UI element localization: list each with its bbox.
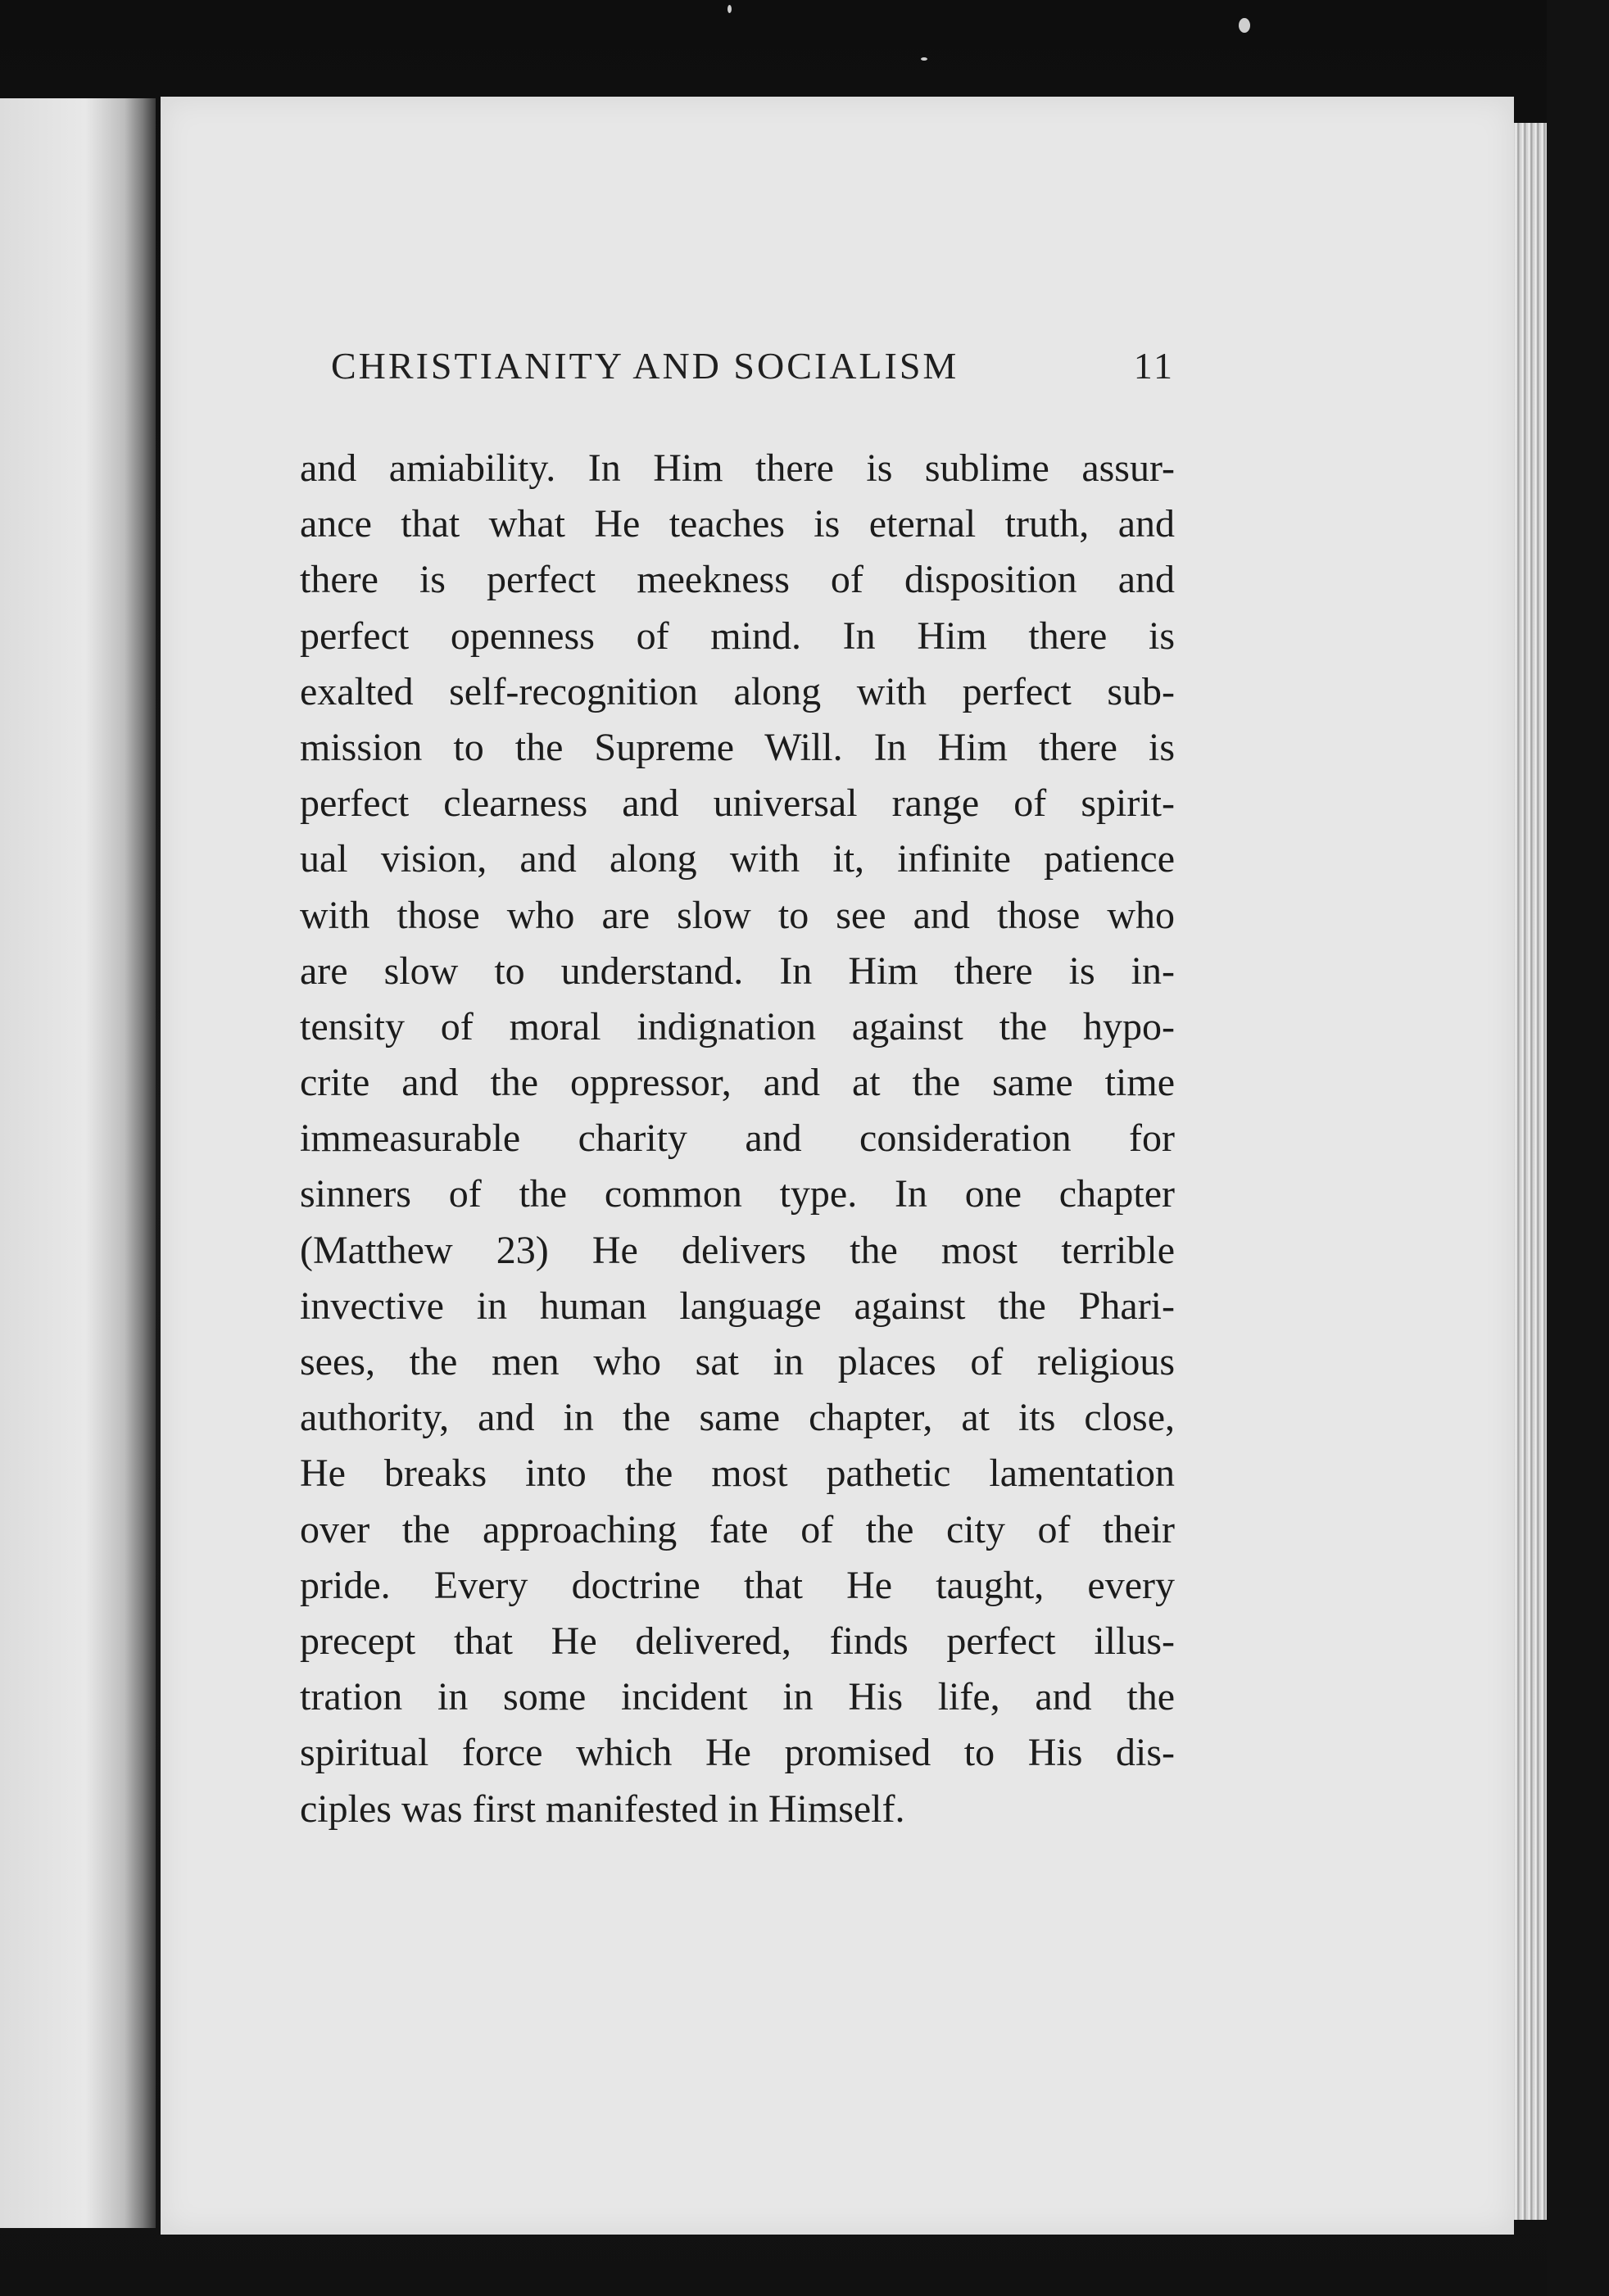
text-line: there is perfect meekness of disposition and <box>300 558 1175 602</box>
text-line: mission to the Supreme Will. In Him there is <box>300 725 1175 769</box>
scan-speck <box>1239 18 1250 33</box>
text-line: precept that He delivered, finds perfect illus- <box>300 1619 1175 1663</box>
text-line: over the approaching fate of the city of their <box>300 1507 1175 1551</box>
scan-border-right <box>1547 0 1609 2296</box>
text-line: exalted self-recognition along with perfect sub- <box>300 669 1175 713</box>
text-line: He breaks into the most pathetic lamentation <box>300 1451 1175 1496</box>
text-line: ciples was first manifested in Himself. <box>300 1787 905 1831</box>
scan-speck <box>727 5 732 13</box>
text-line: authority, and in the same chapter, at its close, <box>300 1396 1175 1440</box>
text-line: tensity of moral indignation against the hypo- <box>300 1004 1175 1048</box>
text-line: crite and the oppressor, and at the same time <box>300 1061 1175 1105</box>
text-line: spiritual force which He promised to His dis- <box>300 1731 1175 1775</box>
scan-speck <box>921 57 927 61</box>
page-stack-edge <box>1514 123 1547 2220</box>
text-line: with those who are slow to see and those who <box>300 893 1175 937</box>
text-line: pride. Every doctrine that He taught, every <box>300 1563 1175 1607</box>
text-line: tration in some incident in His life, and the <box>300 1675 1175 1719</box>
running-head <box>331 344 1183 401</box>
running-head-title: CHRISTIANITY AND SOCIALISM <box>331 345 959 387</box>
text-line: ual vision, and along with it, infinite patience <box>300 837 1175 881</box>
body-paragraph <box>300 441 1175 1837</box>
page-number: 11 <box>1133 345 1175 387</box>
previous-page-edge <box>0 98 156 2228</box>
text-line: (Matthew 23) He delivers the most terrible <box>300 1228 1175 1272</box>
text-line: sees, the men who sat in places of religious <box>300 1340 1175 1383</box>
text-line: and amiability. In Him there is sublime assur- <box>300 446 1175 490</box>
text-line: sinners of the common type. In one chapter <box>300 1172 1175 1216</box>
text-line: perfect openness of mind. In Him there is <box>300 614 1175 658</box>
text-line: invective in human language against the Phari- <box>300 1284 1175 1328</box>
text-line: are slow to understand. In Him there is in- <box>300 949 1175 993</box>
text-line: perfect clearness and universal range of spirit- <box>300 781 1175 826</box>
text-line: immeasurable charity and consideration for <box>300 1116 1175 1161</box>
text-line: ance that what He teaches is eternal truth, and <box>300 502 1175 546</box>
